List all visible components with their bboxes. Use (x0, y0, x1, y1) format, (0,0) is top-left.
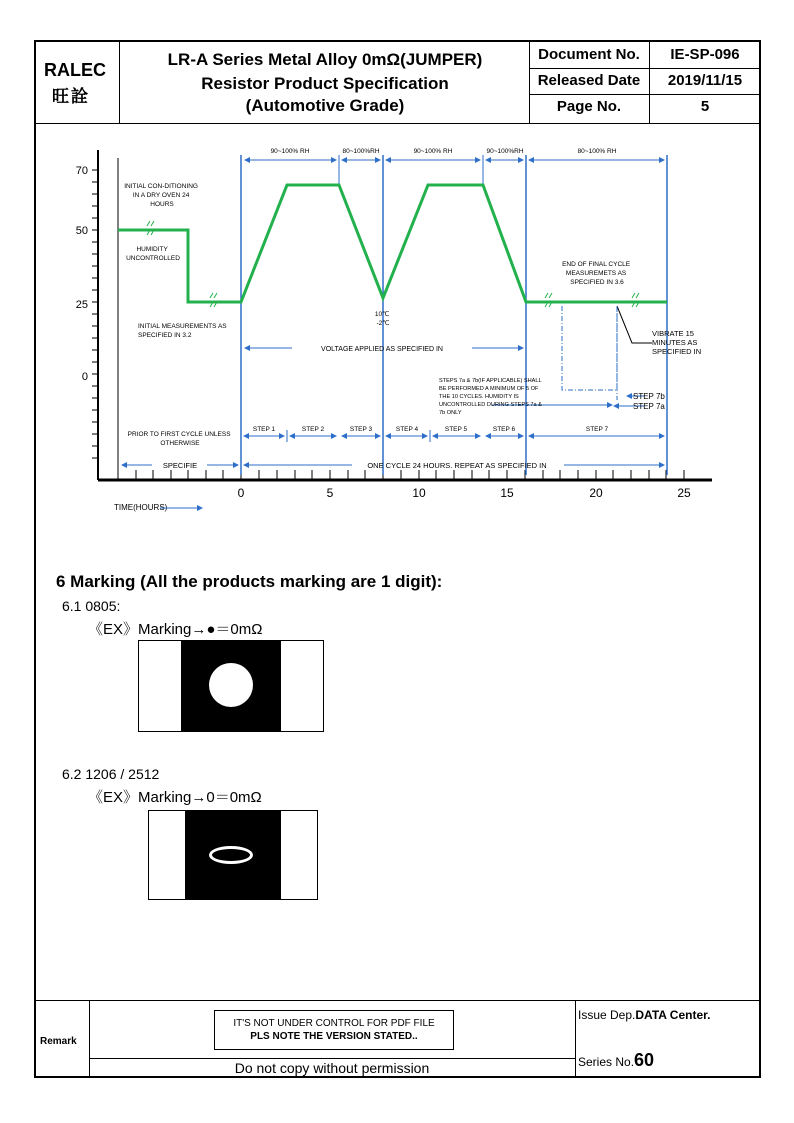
step-label: STEP 5 (444, 426, 468, 433)
marking-dot (209, 663, 253, 707)
specifie-label: SPECIFIE (162, 461, 198, 470)
series-no-label: Series No. (578, 1055, 635, 1069)
released-date-label: Released Date (537, 72, 641, 89)
note-prior-first-cycle: PRIOR TO FIRST CYCLE UNLESS OTHERWISE (127, 431, 231, 447)
company-name: RALEC (44, 60, 106, 80)
header-row-rule (529, 94, 761, 95)
rh-label: 90~100% RH (270, 148, 310, 155)
chip-1206-2512-illustration (148, 810, 318, 900)
step-label: STEP 1 (252, 426, 276, 433)
x-tick-label: 25 (677, 486, 691, 500)
issue-dep-label: Issue Dep. (578, 1008, 636, 1022)
released-date-value: 2019/11/15 (667, 72, 743, 89)
x-tick-label: 5 (326, 486, 334, 500)
step-label: STEP 3 (349, 426, 373, 433)
rh-label: 80~100% RH (577, 148, 617, 155)
rh-label: 90~100%RH (486, 148, 524, 155)
remark-label: Remark (40, 1036, 77, 1047)
subsection-0805: 6.1 0805: (62, 598, 121, 614)
marking-zero (209, 846, 253, 864)
one-cycle-label: ONE CYCLE 24 HOURS. REPEAT AS SPECIFIED IN (367, 461, 547, 470)
note-initial-measurements: INITIAL MEASUREMENTS AS SPECIFIED IN 3.2 (138, 323, 227, 339)
header-row-rule (529, 68, 761, 69)
doc-title-line-3: (Automotive Grade) (245, 96, 405, 115)
doc-no-value: IE-SP-096 (670, 46, 740, 63)
chip-0805-illustration (138, 640, 324, 732)
note-initial-conditioning: INITIAL CON-DITIONING IN A DRY OVEN 24 HOURS (124, 183, 198, 208)
doc-no-label: Document No. (538, 46, 640, 63)
rh-label: 80~100%RH (342, 148, 380, 155)
company-name-cn: 旺詮 (52, 87, 90, 106)
notice-line-1: IT'S NOT UNDER CONTROL FOR PDF FILE (233, 1018, 435, 1029)
y-tick-label: 0 (81, 371, 88, 383)
footer-mid-rule (89, 1058, 575, 1059)
step-label: STEP 6 (492, 426, 516, 433)
note-vibrate: VIBRATE 15 MINUTES AS SPECIFIED IN (652, 329, 702, 356)
step-label: STEP 4 (395, 426, 419, 433)
x-tick-label: 20 (589, 486, 603, 500)
x-tick-label: 0 (237, 486, 245, 500)
x-axis-label: TIME(HOURS) (114, 503, 168, 512)
footer-top-rule (34, 1000, 761, 1001)
series-no (578, 1050, 654, 1071)
marking-example-1206-2512: 《EX》Marking→0＝0mΩ (88, 789, 262, 806)
page-no-label: Page No. (556, 98, 622, 115)
header-bottom-rule (34, 123, 761, 124)
pdf-control-notice (214, 1010, 454, 1050)
note-steps-7a-7b: STEPS 7a & 7b(IF APPLICABLE) SHALL BE PERFORMED A MINIMUM OF 5 OF THE 10 CYCLES. HUMIDITY IS UNCONTROLLED DURING STEPS 7a & 7b ONLY (439, 378, 542, 416)
doc-title-line-1: LR-A Series Metal Alloy 0mΩ(JUMPER) (167, 50, 483, 69)
copy-notice: Do not copy without permission (234, 1060, 430, 1076)
y-tick-label: 50 (75, 225, 88, 237)
series-no-value: 60 (634, 1050, 655, 1070)
issue-dep-value: DATA Center. (635, 1008, 711, 1022)
step-7b-label: STEP 7b (633, 392, 665, 401)
step-label: STEP 2 (301, 426, 325, 433)
note-end-final-cycle: END OF FINAL CYCLE MEASUREMETS AS SPECIFIED IN 3.6 (562, 261, 631, 286)
subsection-1206-2512: 6.2 1206 / 2512 (62, 766, 160, 782)
section-heading: 6 Marking (All the products marking are 1 digit): (56, 572, 443, 591)
x-tick-label: 15 (500, 486, 514, 500)
notice-line-2: PLS NOTE THE VERSION STATED.. (250, 1031, 418, 1042)
rh-label: 90~100% RH (413, 148, 453, 155)
issue-dep (578, 1008, 711, 1022)
marking-example-0805: 《EX》Marking→●＝0mΩ (88, 621, 263, 638)
step-label: STEP 7 (585, 426, 609, 433)
note-voltage-applied: VOLTAGE APPLIED AS SPECIFIED IN (321, 346, 443, 353)
y-tick-label: 25 (75, 299, 88, 311)
note-humidity: HUMIDITY UNCONTROLLED (126, 246, 180, 262)
x-tick-label: 10 (412, 486, 426, 500)
moisture-cycle-chart (52, 140, 732, 525)
doc-title-line-2: Resistor Product Specification (201, 74, 449, 93)
note-temperatures: 10℃ -2℃ (374, 311, 390, 327)
page-no-value: 5 (700, 98, 710, 115)
y-tick-label: 70 (75, 165, 88, 177)
step-7a-label: STEP 7a (633, 402, 665, 411)
footer-divider (575, 1000, 576, 1078)
